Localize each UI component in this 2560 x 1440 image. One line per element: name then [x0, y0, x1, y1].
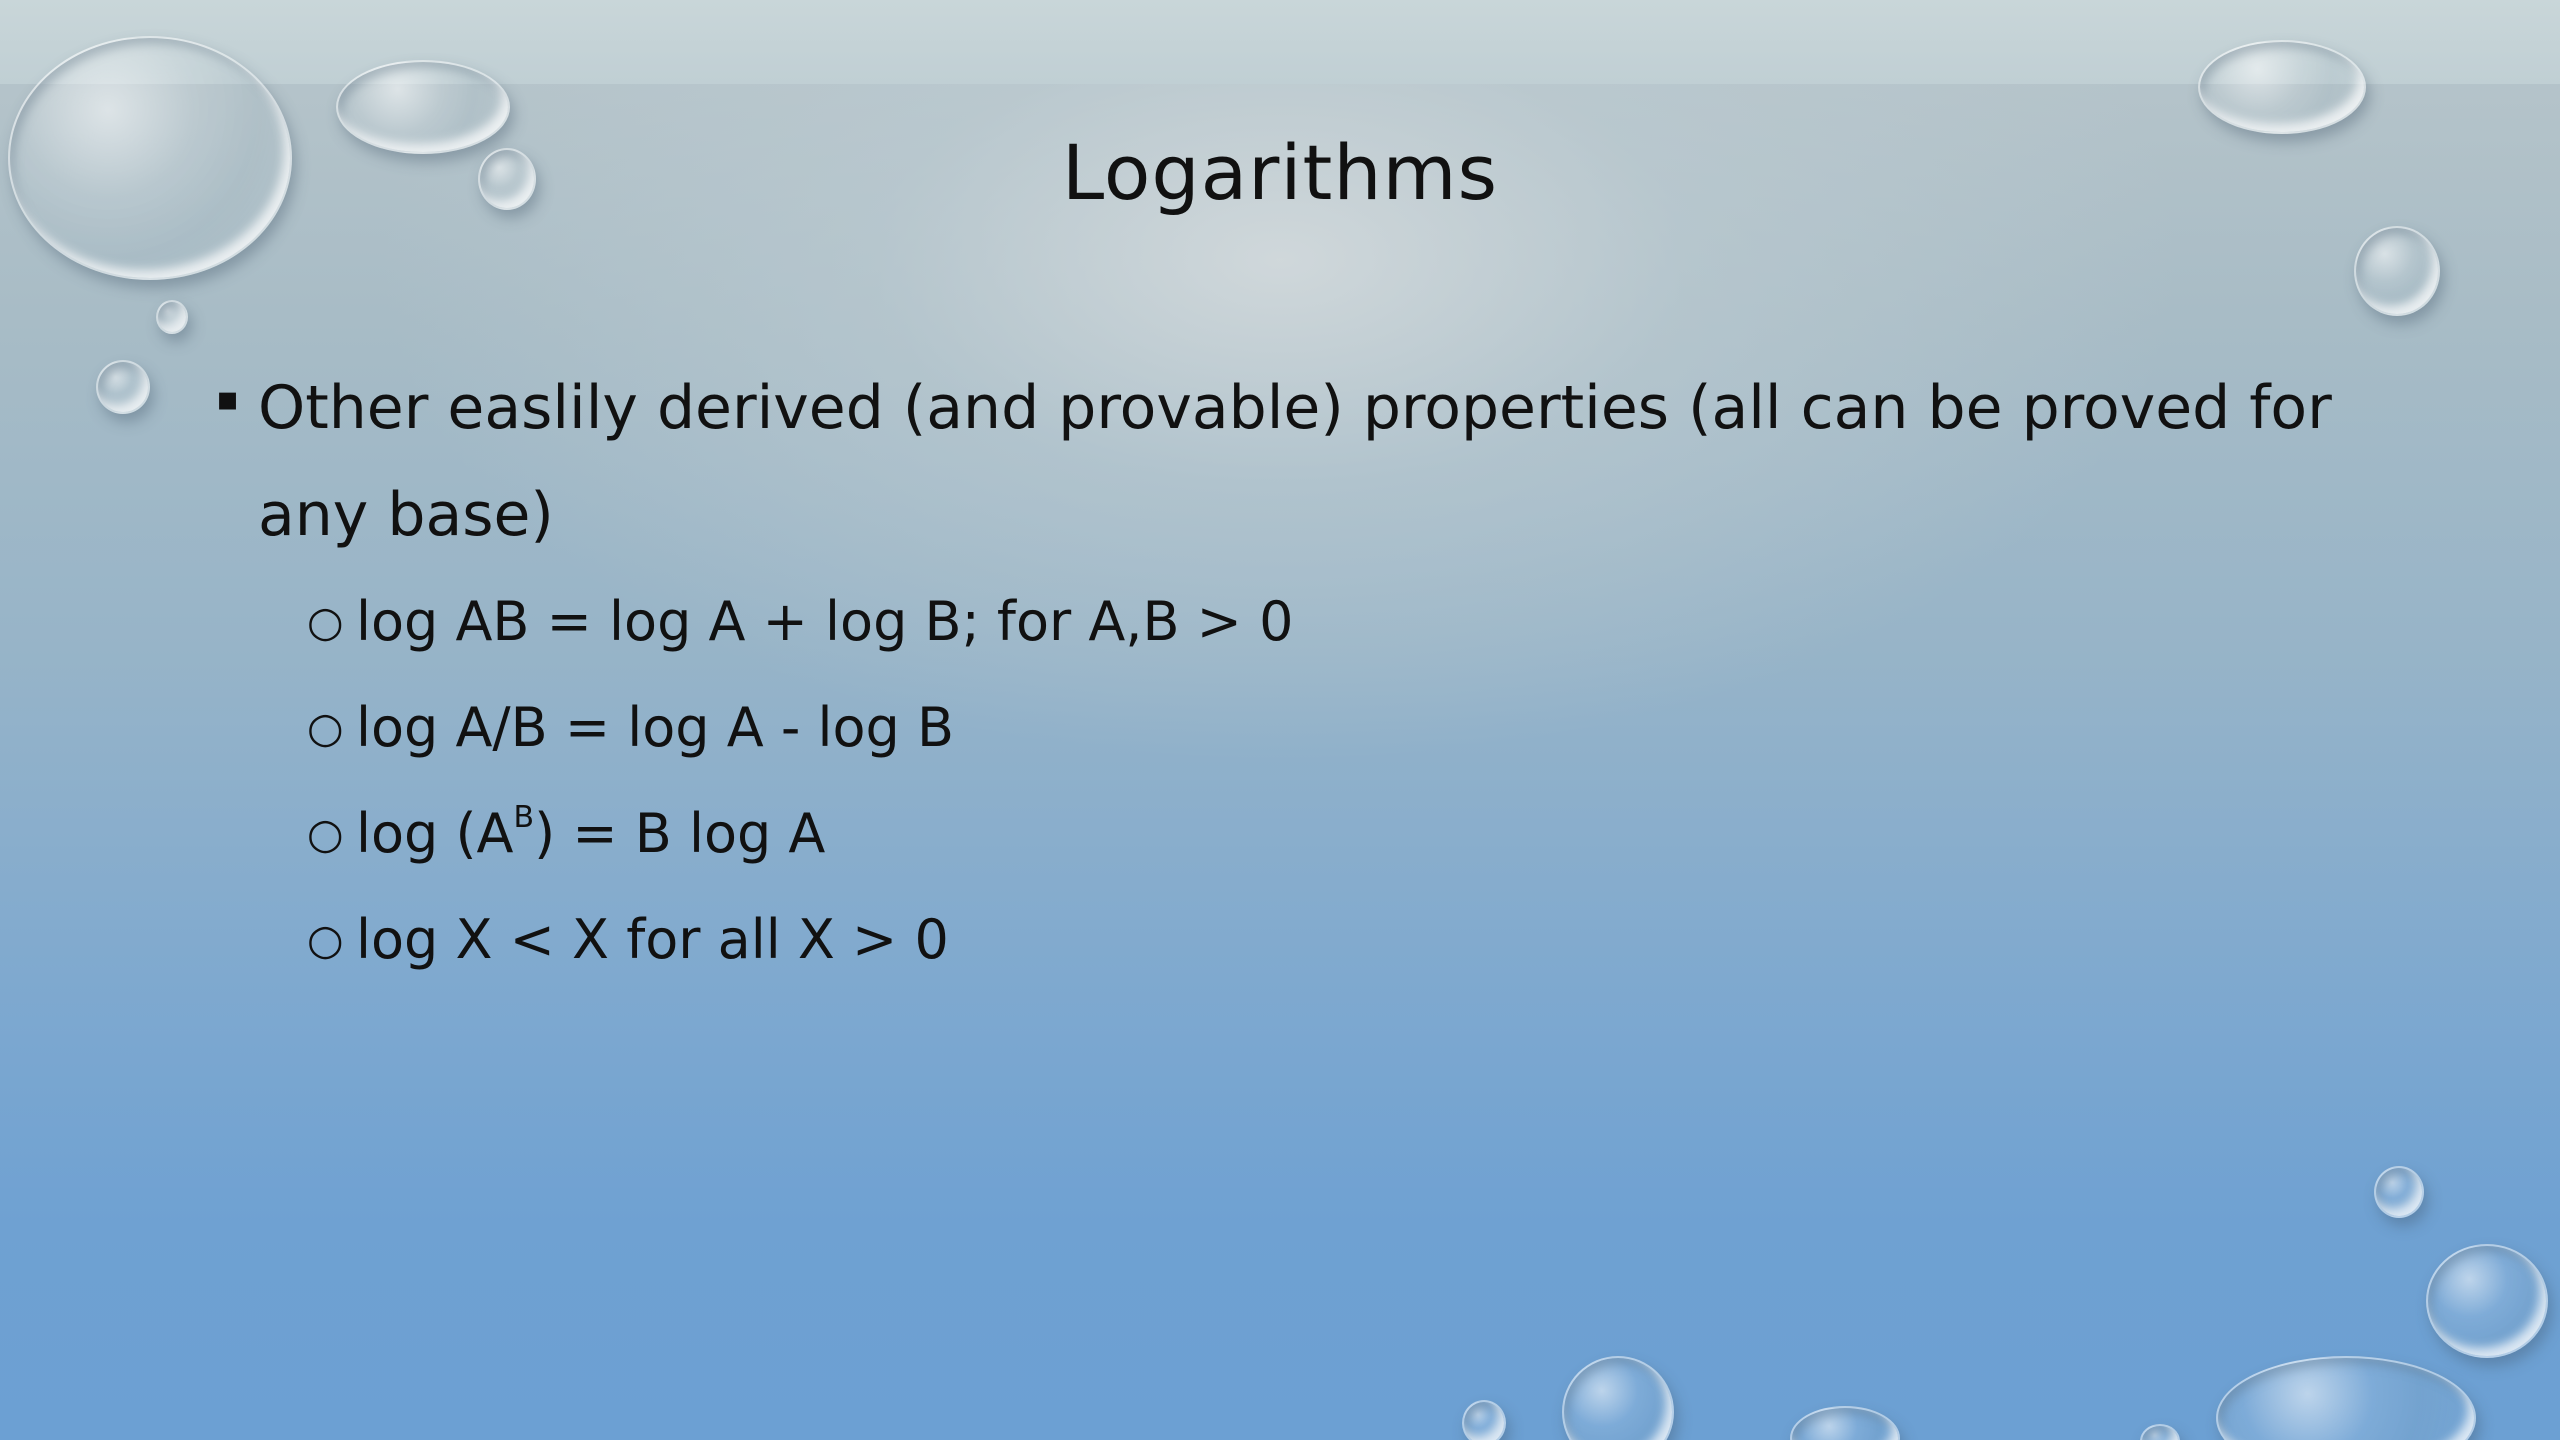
water-drop-decoration — [2198, 40, 2366, 134]
water-drop-decoration — [1790, 1406, 1900, 1440]
sub-point-text: log X < X for all X > 0 — [356, 908, 949, 971]
sub-point-text-prefix: log (A — [356, 802, 514, 865]
water-drop-decoration — [156, 300, 188, 334]
circle-bullet-icon: ○ — [307, 703, 344, 752]
slide-content — [210, 355, 2360, 993]
water-drop-decoration — [1462, 1400, 1506, 1440]
water-drop-decoration — [2374, 1166, 2424, 1218]
water-drop-decoration — [1562, 1356, 1674, 1440]
sub-point-text: log A/B = log A - log B — [356, 696, 955, 759]
circle-bullet-icon: ○ — [307, 915, 344, 964]
water-drop-decoration — [2426, 1244, 2548, 1358]
square-bullet-icon: ▪ — [216, 379, 240, 419]
sub-point-text: log AB = log A + log B; for A,B > 0 — [356, 590, 1294, 653]
sub-bullet-point — [210, 569, 2360, 675]
sub-bullet-point — [210, 887, 2360, 993]
water-drop-decoration — [96, 360, 150, 414]
circle-bullet-icon: ○ — [307, 597, 344, 646]
sub-point-text-suffix: ) = B log A — [534, 802, 826, 865]
slide-title: Logarithms — [1061, 128, 1499, 217]
main-bullet-point — [210, 355, 2360, 569]
sub-bullet-point — [210, 675, 2360, 781]
water-drop-decoration — [2140, 1424, 2180, 1440]
exponent-superscript: B — [513, 800, 535, 835]
water-drop-decoration — [2216, 1356, 2476, 1440]
water-drop-decoration — [2354, 226, 2440, 316]
sub-bullet-point — [210, 781, 2360, 887]
main-point-text: Other easlily derived (and provable) properties (all can be proved for any base) — [258, 373, 2332, 550]
circle-bullet-icon: ○ — [307, 809, 344, 858]
